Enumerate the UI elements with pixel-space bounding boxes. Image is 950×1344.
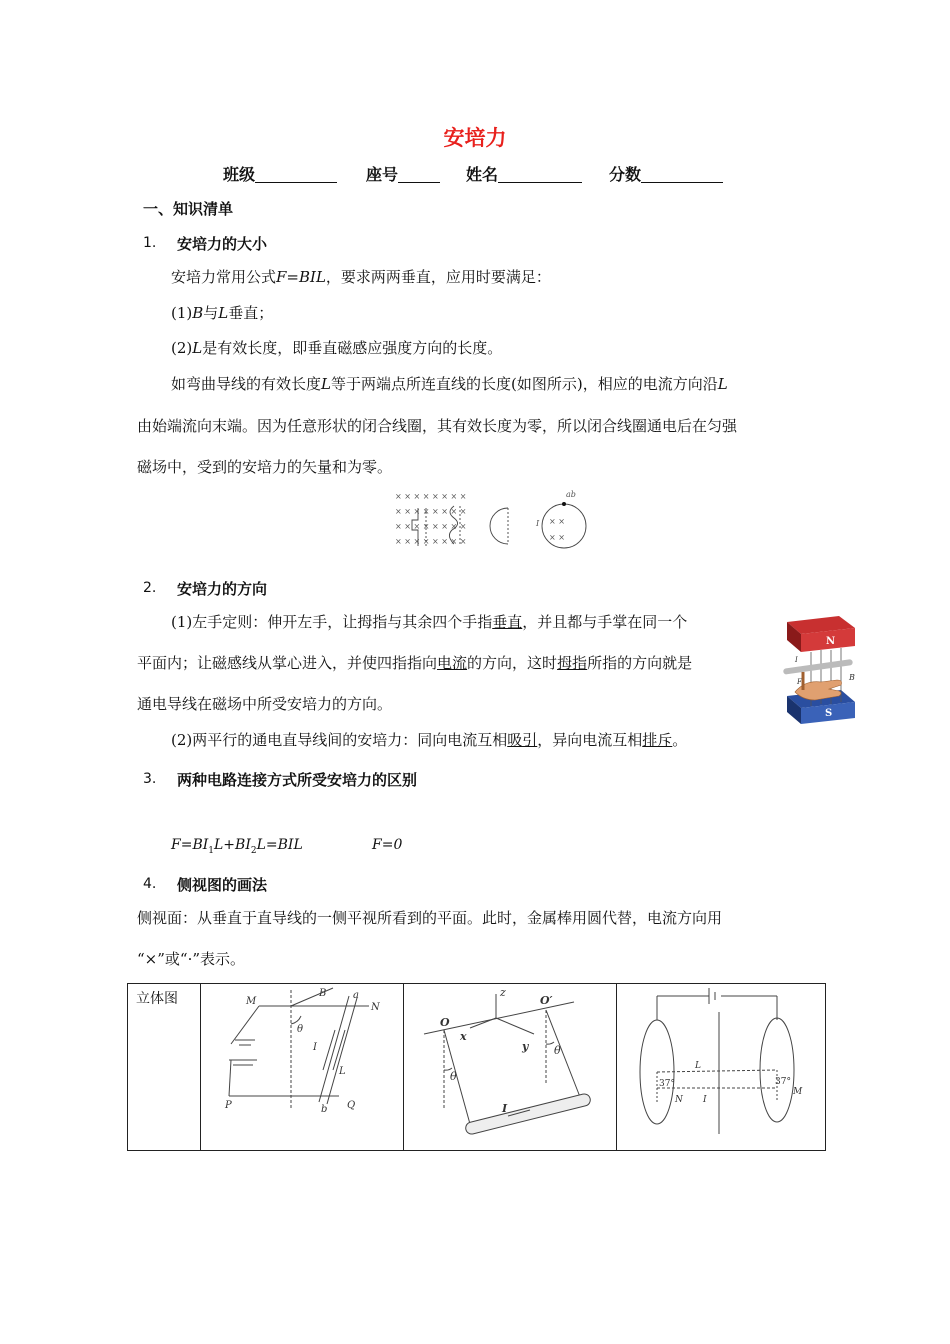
effective-length-figure — [390, 490, 590, 554]
item-heading: 安培力的大小 — [177, 235, 268, 253]
loop-i-label: I — [536, 519, 540, 528]
class-field — [223, 162, 337, 185]
label-y: y — [522, 1040, 529, 1053]
rails-figure — [201, 984, 403, 1146]
left-hand-rule-line: (1)左手定则：伸开左手，让拇指与其余四个手指垂直，并且都与手掌在同一个 — [171, 613, 688, 631]
section-heading: 一、知识清单 — [143, 200, 234, 218]
incline-rod-figure — [404, 984, 616, 1146]
ring-rails-figure — [617, 984, 825, 1146]
svg-text:× ×: × × — [549, 533, 565, 542]
item-number: 1. — [143, 235, 157, 251]
condition-1: (1)B与L垂直； — [171, 304, 274, 322]
figure-cell — [617, 984, 826, 1151]
label-angle-right: 37° — [775, 1077, 791, 1087]
figure-cell — [201, 984, 404, 1151]
label-a: a — [353, 990, 359, 1001]
left-hand-rule-line: 通电导线在磁场中所受安培力的方向。 — [137, 695, 393, 713]
score-field — [609, 162, 723, 185]
side-view-line: 侧视面：从垂直于直导线的一侧平视所看到的平面。此时，金属棒用圆代替，电流方向用 — [137, 909, 723, 927]
magnet-i-label: I — [795, 656, 798, 664]
magnet-s-label: S — [825, 708, 833, 719]
label-n: N — [371, 1002, 380, 1013]
paragraph-line: 如弯曲导线的有效长度L等于两端点所连直线的长度(如图所示)，相应的电流方向沿L — [171, 375, 728, 393]
label-o: O — [440, 1016, 450, 1029]
figure-cell — [404, 984, 617, 1151]
label-x: x — [460, 1030, 467, 1043]
label-m: M — [793, 1087, 803, 1097]
condition-2: (2)L是有效长度，即垂直磁感应强度方向的长度。 — [171, 339, 503, 357]
magnet-f-label: F — [797, 678, 802, 686]
item-heading: 两种电路连接方式所受安培力的区别 — [177, 771, 418, 789]
label-q: Q — [347, 1100, 356, 1111]
name-field — [466, 162, 582, 185]
seat-label: 座号 — [366, 165, 399, 184]
svg-text:× × × × × × × ×: × × × × × × × × — [395, 492, 467, 501]
paragraph-line: 磁场中，受到的安培力的矢量和为零。 — [137, 458, 393, 476]
item-heading: 安培力的方向 — [177, 580, 268, 598]
label-theta-right: θ — [554, 1044, 561, 1057]
label-l: L — [339, 1066, 346, 1077]
svg-text:× × × × × × × ×: × × × × × × × × — [395, 537, 467, 546]
paragraph-line: 由始端流向末端。因为任意形状的闭合线圈，其有效长度为零，所以闭合线圈通电后在匀强 — [137, 417, 738, 435]
table-header-cell — [128, 984, 201, 1151]
seat-field — [366, 162, 440, 185]
label-angle-left: 37° — [659, 1079, 675, 1089]
loop-ab-label: ab — [566, 490, 576, 499]
label-p: P — [225, 1100, 232, 1111]
parallel-wires-line: (2)两平行的通电直导线间的安培力：同向电流互相吸引，异向电流互相排斥。 — [171, 731, 688, 749]
class-label: 班级 — [223, 165, 256, 184]
label-m: M — [246, 996, 257, 1007]
svg-text:× × × × × × × ×: × × × × × × × × — [395, 522, 467, 531]
label-b: b — [321, 1104, 328, 1115]
svg-text:× × × × × × × ×: × × × × × × × × — [395, 507, 467, 516]
closed-loop-formula: F=0 — [372, 837, 403, 853]
page-title: 安培力 — [443, 126, 507, 150]
magnet-n-label: N — [826, 636, 836, 647]
label-z: z — [500, 986, 506, 999]
label-n: N — [675, 1095, 683, 1105]
left-hand-rule-figure — [781, 612, 861, 730]
label-theta-left: θ — [450, 1070, 457, 1083]
formula: F=BIL — [276, 268, 326, 286]
magnet-b-label: B — [849, 673, 855, 682]
label-l: L — [695, 1061, 701, 1071]
left-hand-rule-line: 平面内；让磁感线从掌心进入，并使四指指向电流的方向，这时拇指所指的方向就是 — [137, 654, 693, 672]
series-formula: $F=BI_1L+BI_2L=BIL$ — [171, 837, 303, 856]
table-header: 立体图 — [136, 991, 178, 1007]
score-label: 分数 — [609, 165, 642, 184]
label-o-prime: O′ — [540, 994, 553, 1007]
label-theta: θ — [297, 1024, 304, 1035]
label-b-field: B — [319, 988, 327, 999]
label-i: I — [502, 1102, 508, 1115]
item-heading: 侧视图的画法 — [177, 876, 268, 894]
label-i: I — [703, 1095, 707, 1105]
item-number: 4. — [143, 876, 157, 892]
label-i: I — [313, 1042, 317, 1053]
formula-line: 安培力常用公式F=BIL，要求两两垂直，应用时要满足： — [171, 268, 551, 286]
figure-table — [127, 983, 826, 1151]
side-view-line: “×”或“·”表示。 — [137, 950, 246, 968]
svg-text:× ×: × × — [549, 517, 565, 526]
name-label: 姓名 — [466, 165, 499, 184]
item-number: 2. — [143, 580, 157, 596]
item-number: 3. — [143, 771, 157, 787]
